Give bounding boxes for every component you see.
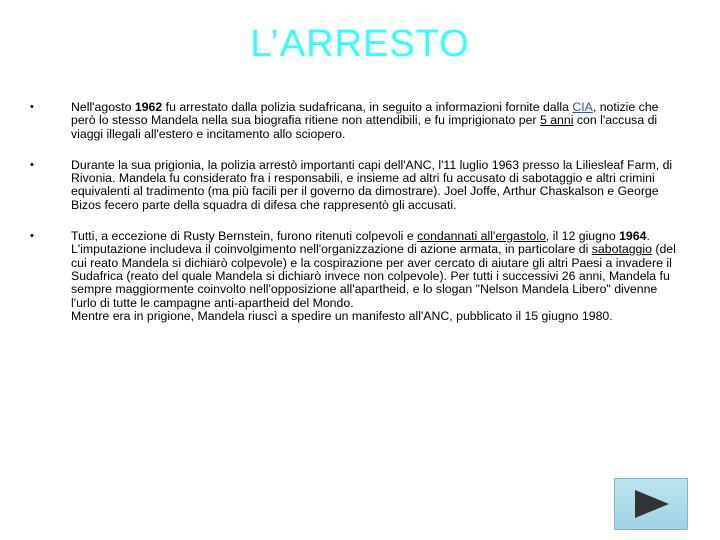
bullet-dot: •: [30, 101, 34, 113]
cia-link[interactable]: CIA: [572, 100, 593, 114]
play-next-icon: [631, 489, 671, 519]
bullet-text: Nell'agosto 1962 fu arrestato dalla polizia sudafricana, in seguito a informazioni fornite dalla CIA, notizie che però lo stesso Mandela nella sua biografia ritiene non attendibili, e fu imprigionato per 5 anni con l'accusa di viaggi illegali all'estero e incitamento allo sciopero.: [71, 100, 659, 141]
bullet-extra-text: Mentre era in prigione, Mandela riuscì a spedire un manifesto all'ANC, pubblicato il 15 giugno 1980.: [71, 308, 613, 323]
next-slide-button[interactable]: [614, 478, 688, 530]
bullet-dot: •: [30, 158, 34, 171]
bullet-text: Durante la sua prigionia, la polizia arrestò importanti capi dell'ANC, l'11 luglio 1963 presso la Liliesleaf Farm, di Rivonia. Mandela fu considerato fra i responsabili, e insieme ad altri fu accusato di sabotaggio e altri crimini equivalenti al tradimento (ma più facili per il governo da dimostrare). Joel Joffe, Arthur Chaskalson e George Bizos fecero parte della squadra di difesa che rappresentò gli accusati.: [71, 157, 673, 212]
bullet-item-1: [30, 101, 680, 141]
bullet-dot: •: [30, 230, 34, 243]
slide-title: L’ARRESTO: [250, 23, 470, 65]
bullet-text: Tutti, a eccezione di Rusty Bernstein, furono ritenuti colpevoli e condannati all'ergastolo, il 12 giugno 1964. L'imputazione includeva il coinvolgimento nell'organizzazione di azione armata, in particolare di sabotaggio (del cui reato Mandela si dichiarò colpevole) e la cospirazione per aver cercato di aiutare gli altri Paesi a invadere il Sudafrica (reato del quale Mandela si dichiarò invece non colpevole). Per tutti i successivi 26 anni, Mandela fu sempre maggiormente coinvolto nell'opposizione all'apartheid, e lo slogan "Nelson Mandela Libero" divenne l'urlo di tutte le campagne anti-apartheid del Mondo.: [71, 229, 676, 310]
bullet-item-3: [30, 230, 680, 323]
bullet-list: [30, 101, 680, 323]
bullet-item-2: [30, 159, 680, 212]
